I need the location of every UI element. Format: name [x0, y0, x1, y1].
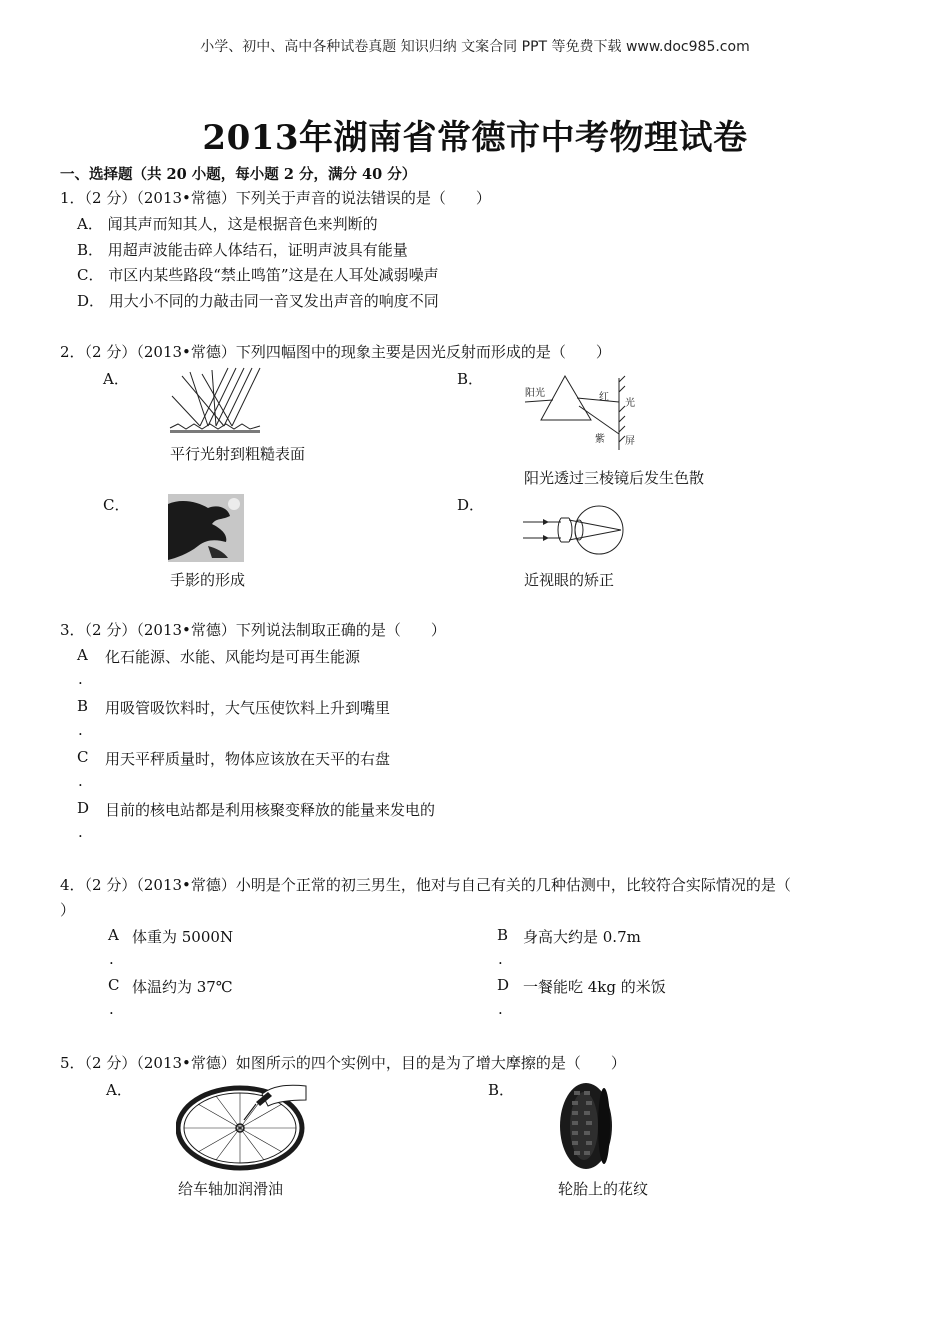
prism-figure-label-light: 光: [625, 398, 635, 409]
q3-option-d-letter: D: [77, 799, 90, 817]
q1-option-d: D． 用大小不同的力敲击同一音叉发出声音的响度不同: [77, 292, 439, 310]
prism-figure-label-sunlight: 阳光: [525, 388, 545, 399]
q3-option-c-letter: C: [77, 748, 89, 766]
q2-option-d-caption: 近视眼的矫正: [524, 571, 615, 589]
q4-option-a-text: 体重为 5000N: [132, 928, 234, 946]
q3-option-d-text: 目前的核电站都是利用核聚变释放的能量来发电的: [105, 801, 436, 819]
hand-shadow-photo: [168, 494, 244, 562]
prism-figure-label-screen: 屏: [625, 436, 635, 447]
q2-option-c-label: C．: [103, 496, 130, 514]
bicycle-wheel-oiling-figure: [176, 1080, 310, 1172]
q4-option-b-letter: B: [497, 926, 509, 944]
q3-stem: 3．（2 分）（2013•常德）下列说法制取正确的是（ ）: [60, 621, 446, 639]
q3-option-d-dot: .: [78, 823, 83, 841]
q2-option-a-label: A．: [103, 370, 129, 388]
q3-option-b-letter: B: [77, 697, 89, 715]
q5-stem: 5．（2 分）（2013•常德）如图所示的四个实例中，目的是为了增大摩擦的是（ ）: [60, 1054, 626, 1072]
q2-option-c-caption: 手影的形成: [170, 571, 246, 589]
q4-option-c-dot: .: [109, 1000, 114, 1018]
page-title: 2013年湖南省常德市中考物理试卷: [202, 118, 748, 158]
tire-tread-figure: [558, 1081, 614, 1171]
q4-option-d-text: 一餐能吃 4kg 的米饭: [523, 978, 666, 996]
q3-option-c-dot: .: [78, 772, 83, 790]
prism-figure-label-violet: 紫: [595, 434, 605, 445]
q5-option-a-caption: 给车轴加润滑油: [178, 1180, 284, 1198]
q5-option-b-caption: 轮胎上的花纹: [558, 1180, 649, 1198]
myopia-correction-figure: [521, 500, 629, 560]
q1-stem: 1．（2 分）（2013•常德）下列关于声音的说法错误的是（ ）: [60, 189, 491, 207]
q1-option-c: C． 市区内某些路段“禁止鸣笛”这是在人耳处减弱噪声: [77, 266, 439, 284]
q3-option-b-dot: .: [78, 721, 83, 739]
q3-option-a-letter: A: [77, 646, 88, 664]
q4-stem-line2: ）: [60, 901, 76, 919]
section-heading: 一、选择题（共 20 小题，每小题 2 分，满分 40 分）: [60, 166, 417, 183]
q5-option-b-label: B．: [488, 1081, 515, 1099]
prism-dispersion-figure: [521, 370, 645, 454]
q4-option-a-dot: .: [109, 950, 114, 968]
q4-stem-line1: 4．（2 分）（2013•常德）小明是个正常的初三男生，他对与自己有关的几种估测中，比较符合实际情况的是（: [60, 876, 791, 894]
q3-option-b-text: 用吸管吸饮料时，大气压使饮料上升到嘴里: [105, 699, 391, 717]
q5-option-a-label: A．: [106, 1081, 132, 1099]
q4-option-b-text: 身高大约是 0.7m: [523, 928, 641, 946]
q2-option-d-label: D．: [457, 496, 485, 514]
q2-option-b-caption: 阳光透过三棱镜后发生色散: [524, 469, 705, 487]
rough-surface-reflection-figure: [168, 366, 262, 436]
q4-option-b-dot: .: [498, 950, 503, 968]
q3-option-c-text: 用天平秤质量时，物体应该放在天平的右盘: [105, 750, 391, 768]
q4-option-a-letter: A: [108, 926, 119, 944]
q1-option-a: A． 闻其声而知其人，这是根据音色来判断的: [77, 215, 378, 233]
q2-option-a-caption: 平行光射到粗糙表面: [170, 445, 306, 463]
q3-option-a-text: 化石能源、水能、风能均是可再生能源: [105, 648, 361, 666]
q4-option-c-text: 体温约为 37℃: [132, 978, 233, 996]
q2-option-b-label: B．: [457, 370, 484, 388]
q3-option-a-dot: .: [78, 670, 83, 688]
prism-figure-label-red: 红: [599, 392, 609, 403]
q1-option-b: B． 用超声波能击碎人体结石，证明声波具有能量: [77, 241, 408, 259]
q2-stem: 2．（2 分）（2013•常德）下列四幅图中的现象主要是因光反射而形成的是（ ）: [60, 343, 611, 361]
page-header: 小学、初中、高中各种试卷真题 知识归纳 文案合同 PPT 等免费下载 www.doc985.com: [200, 39, 750, 55]
q4-option-c-letter: C: [108, 976, 120, 994]
q4-option-d-letter: D: [497, 976, 510, 994]
q4-option-d-dot: .: [498, 1000, 503, 1018]
